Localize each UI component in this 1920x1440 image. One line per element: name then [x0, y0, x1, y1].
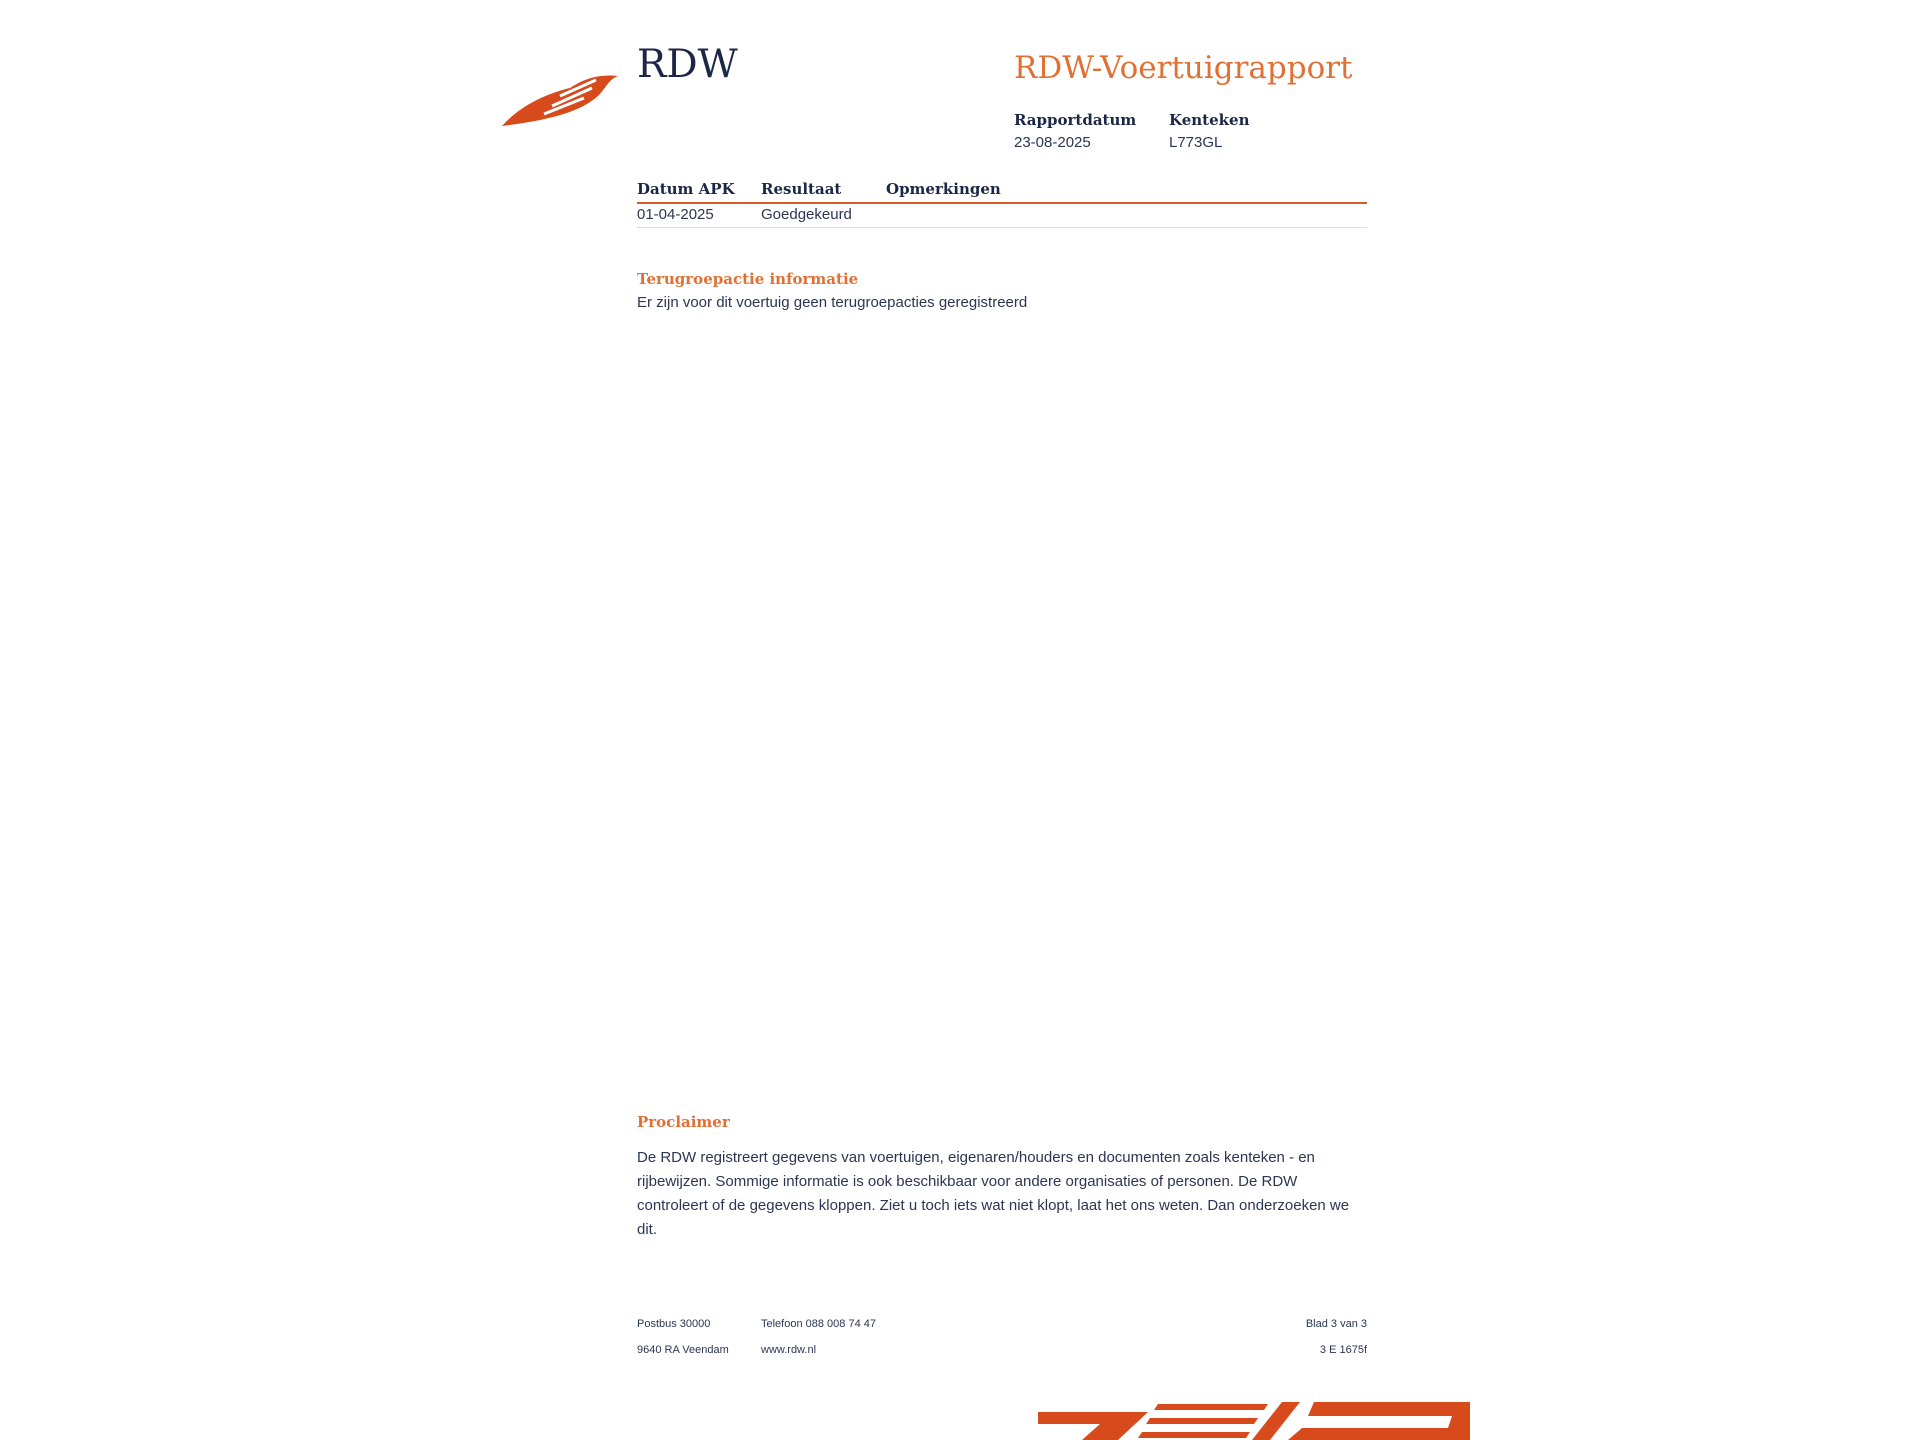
footer-address-line2: 9640 RA Veendam: [637, 1344, 729, 1356]
recall-section-title: Terugroepactie informatie: [637, 270, 859, 288]
report-date-label: Rapportdatum: [1014, 111, 1137, 129]
table-cell-result: Goedgekeurd: [761, 206, 852, 223]
report-date-value: 23-08-2025: [1014, 134, 1091, 151]
brand-name: RDW: [637, 42, 738, 87]
column-header-apk-date: Datum APK: [637, 180, 735, 198]
license-plate-label: Kenteken: [1169, 111, 1250, 129]
footer-phone: Telefoon 088 008 74 47: [761, 1318, 876, 1330]
license-plate-value: L773GL: [1169, 134, 1223, 151]
column-header-remarks: Opmerkingen: [886, 180, 1001, 198]
report-title: RDW-Voertuigrapport: [1014, 50, 1353, 86]
footer-address-line1: Postbus 30000: [637, 1318, 711, 1330]
footer-website: www.rdw.nl: [761, 1344, 817, 1356]
footer-document-code: 3 E 1675f: [1319, 1344, 1367, 1356]
table-header-divider: [637, 202, 1367, 204]
table-cell-apk-date: 01-04-2025: [637, 206, 714, 223]
table-row-divider: [637, 227, 1367, 228]
proclaimer-text: De RDW registreert gegevens van voertuigen, eigenaren/houders en documenten zoals kenteken - en rijbewijzen. Sommige informatie is ook beschikbaar voor andere organisaties of personen. De RDW controleert of de gegevens kloppen. Ziet u toch iets wat niet klopt, laat het ons weten. Dan onderzoeken we dit.: [637, 1149, 1350, 1238]
proclaimer-title: Proclaimer: [637, 1113, 730, 1131]
rdw-logo-icon: [500, 66, 620, 130]
footer-page-number: Blad 3 van 3: [1305, 1318, 1367, 1330]
speed-stripes-icon: [1038, 1398, 1470, 1440]
column-header-result: Resultaat: [761, 180, 842, 198]
recall-section-text: Er zijn voor dit voertuig geen terugroepacties geregistreerd: [637, 294, 1028, 311]
